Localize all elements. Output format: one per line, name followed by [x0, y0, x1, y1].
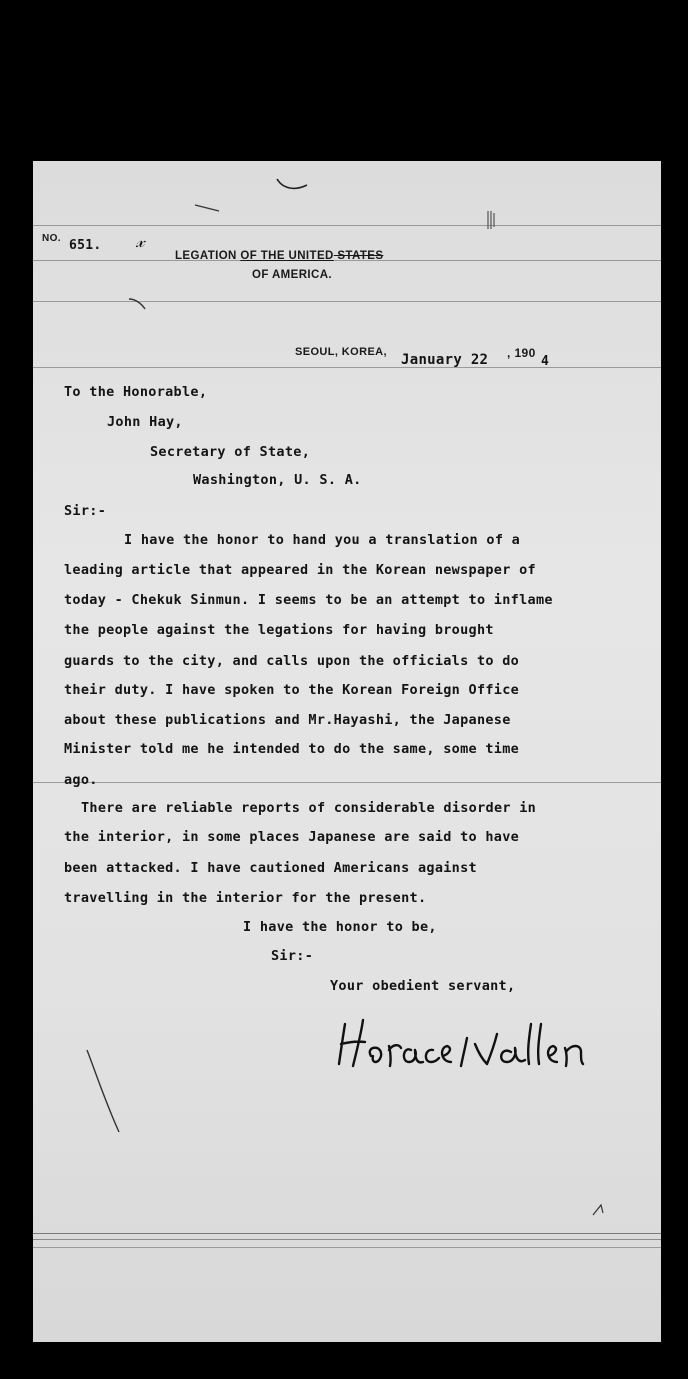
body-line: their duty. I have spoken to the Korean Foreign Office	[64, 682, 520, 698]
body-line: travelling in the interior for the present.	[64, 890, 427, 906]
ruling-line	[33, 1239, 661, 1240]
body-line: been attacked. I have cautioned Americans against	[64, 860, 477, 876]
body-line: ago.	[64, 772, 98, 788]
address-line-3: Secretary of State,	[150, 444, 311, 460]
ruling-line	[33, 367, 661, 368]
ink-blot	[485, 209, 497, 231]
pencil-mark	[193, 201, 223, 215]
ruling-line	[33, 1247, 661, 1248]
handwritten-mark: 𝓍	[136, 231, 145, 251]
salutation: Sir:-	[64, 503, 107, 519]
handwritten-signature	[335, 1016, 635, 1072]
body-line: today - Chekuk Sinmun. I seems to be an attempt to inflame	[64, 592, 553, 608]
ruling-line	[33, 782, 661, 783]
body-line: There are reliable reports of considerable disorder in	[81, 800, 537, 816]
closing-line-2: Sir:-	[271, 948, 314, 964]
letter-number-label: NO.	[42, 233, 61, 244]
address-line-1: To the Honorable,	[64, 384, 208, 400]
ruling-line	[33, 225, 661, 226]
address-line-2: John Hay,	[107, 414, 183, 430]
body-line: guards to the city, and calls upon the officials to do	[64, 653, 520, 669]
letter-number: 651.	[69, 238, 102, 253]
body-line: the people against the legations for having brought	[64, 622, 494, 638]
closing-line-3: Your obedient servant,	[330, 978, 516, 994]
body-line: leading article that appeared in the Korean newspaper of	[64, 562, 536, 578]
address-line-4: Washington, U. S. A.	[193, 472, 362, 488]
ruling-line	[33, 1233, 661, 1234]
body-line: the interior, in some places Japanese are said to have	[64, 829, 520, 845]
pencil-stroke	[83, 1046, 123, 1136]
closing-line-1: I have the honor to be,	[243, 919, 437, 935]
pencil-mark	[273, 175, 313, 195]
dateline-year-digit: 4	[541, 354, 550, 369]
dateline-date: January 22	[401, 352, 489, 368]
letterhead-line-1: LEGATION OF THE UNITED STATES	[175, 250, 384, 262]
body-line: Minister told me he intended to do the same, some time	[64, 741, 520, 757]
letterhead-line-2: OF AMERICA.	[252, 269, 332, 281]
body-line: I have the honor to hand you a translation of a	[124, 532, 521, 548]
pencil-mark	[591, 1201, 611, 1219]
body-line: about these publications and Mr.Hayashi, the Japanese	[64, 712, 511, 728]
letter-page	[33, 161, 661, 1342]
pencil-mark	[127, 295, 151, 313]
dateline-year-prefix: , 190	[507, 346, 536, 360]
dateline-place: SEOUL, KOREA,	[295, 346, 387, 358]
